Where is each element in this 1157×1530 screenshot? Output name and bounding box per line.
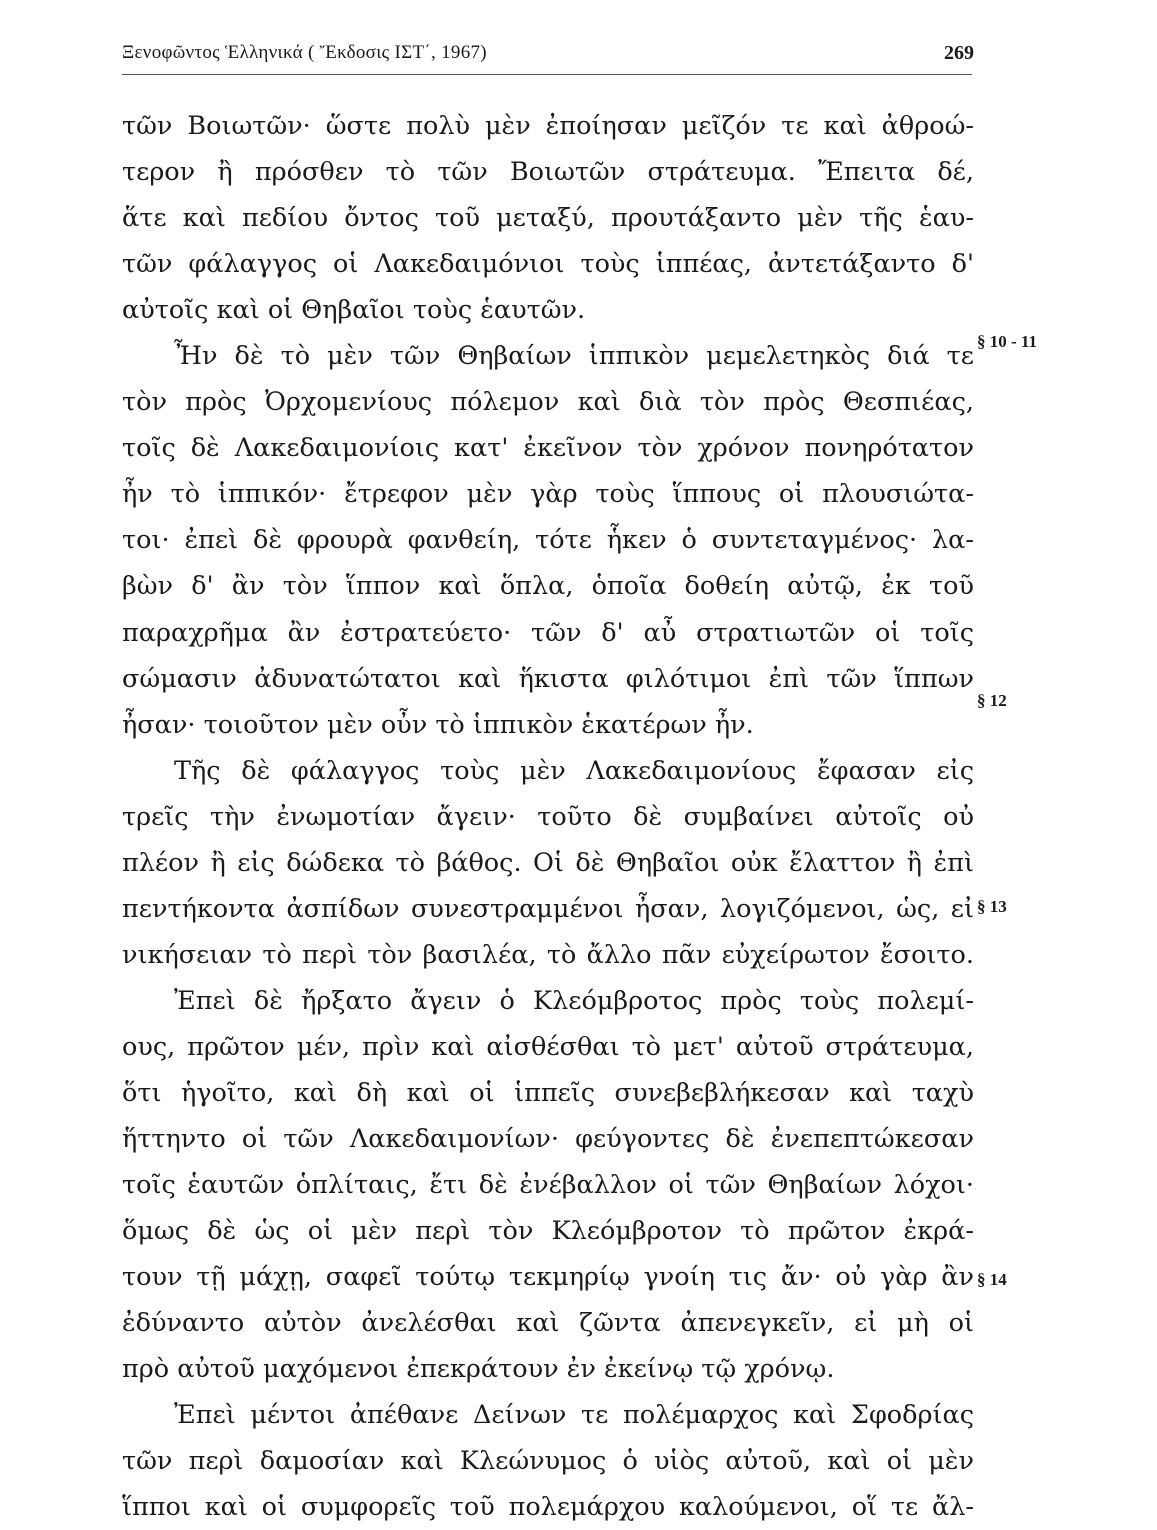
text-line: σώμασιν ἀδυνατώτατοι καὶ ἥκιστα φιλότιμοι ἐπὶ τῶν ἵππων: [122, 663, 974, 694]
text-line: τὸν πρὸς Ὀρχομενίους πόλεμον καὶ διὰ τὸν πρὸς Θεσπιέας,: [122, 387, 974, 418]
text-line: ὅτι ἡγοῖτο, καὶ δὴ καὶ οἱ ἱππεῖς συνεβεβλήκεσαν καὶ ταχὺ: [122, 1077, 974, 1108]
text-line: τῶν φάλαγγος οἱ Λακεδαιμόνιοι τοὺς ἱππέας, ἀντετάξαντο δ': [122, 249, 974, 280]
text-line: τουν τῇ μάχῃ, σαφεῖ τούτῳ τεκμηρίῳ γνοίη τις ἄν· οὐ γὰρ ἂν: [122, 1262, 974, 1293]
section-marker: § 14: [977, 1270, 1007, 1289]
text-line: πεντήκοντα ἀσπίδων συνεστραμμένοι ἦσαν, λογιζόμενοι, ὡς, εἰ: [122, 893, 974, 924]
text-line: ἐδύναντο αὐτὸν ἀνελέσθαι καὶ ζῶντα ἀπενεγκεῖν, εἰ μὴ οἱ: [122, 1308, 974, 1339]
section-marker: § 12: [977, 691, 1007, 710]
text-line: τῶν περὶ δαμοσίαν καὶ Κλεώνυμος ὁ υἱὸς αὐτοῦ, καὶ οἱ μὲν: [122, 1446, 974, 1477]
text-line: τοι· ἐπεὶ δὲ φρουρὰ φανθείη, τότε ἧκεν ὁ συντεταγμένος· λα-: [122, 525, 974, 556]
running-title: Ξενοφῶντος Ἑλληνικά ( Ἔκδοσις ΙΣΤ΄, 1967): [122, 42, 487, 63]
text-line: ἵπποι καὶ οἱ συμφορεῖς τοῦ πολεμάρχου καλούμενοι, οἵ τε ἄλ-: [122, 1492, 974, 1523]
text-line: τρεῖς τὴν ἐνωμοτίαν ἄγειν· τοῦτο δὲ συμβαίνει αὐτοῖς οὐ: [122, 801, 974, 832]
text-line: Ἦν δὲ τὸ μὲν τῶν Θηβαίων ἱππικὸν μεμελετηκὸς διά τε: [174, 341, 974, 372]
page-number: 269: [944, 42, 974, 64]
text-line: πρὸ αὐτοῦ μαχόμενοι ἐπεκράτουν ἐν ἐκείνῳ τῷ χρόνῳ.: [122, 1354, 835, 1385]
text-line: ους, πρῶτον μέν, πρὶν καὶ αἰσθέσθαι τὸ μετ' αὐτοῦ στράτευμα,: [122, 1031, 974, 1062]
text-line: ἅτε καὶ πεδίου ὄντος τοῦ μεταξύ, προυτάξαντο μὲν τῆς ἑαυ-: [122, 203, 974, 234]
page-header: [122, 40, 972, 76]
header-rule: [122, 74, 972, 75]
text-line: ἦν τὸ ἱππικόν· ἔτρεφον μὲν γὰρ τοὺς ἵππους οἱ πλουσιώτα-: [122, 479, 974, 510]
text-line: ὅμως δὲ ὡς οἱ μὲν περὶ τὸν Κλεόμβροτον τὸ πρῶτον ἐκρά-: [122, 1216, 974, 1247]
section-marker: § 13: [977, 897, 1007, 916]
text-line: πλέον ἢ εἰς δώδεκα τὸ βάθος. Οἱ δὲ Θηβαῖοι οὐκ ἔλαττον ἢ ἐπὶ: [122, 847, 974, 878]
text-line: αὐτοῖς καὶ οἱ Θηβαῖοι τοὺς ἑαυτῶν.: [122, 295, 586, 326]
text-line: τοῖς ἑαυτῶν ὁπλίταις, ἔτι δὲ ἐνέβαλλον οἱ τῶν Θηβαίων λόχοι·: [122, 1170, 974, 1201]
text-line: ἥττηντο οἱ τῶν Λακεδαιμονίων· φεύγοντες δὲ ἐνεπεπτώκεσαν: [122, 1124, 974, 1155]
text-line: τῶν Βοιωτῶν· ὥστε πολὺ μὲν ἐποίησαν μεῖζόν τε καὶ ἀθροώ-: [122, 111, 974, 141]
text-line: παραχρῆμα ἂν ἐστρατεύετο· τῶν δ' αὖ στρατιωτῶν οἱ τοῖς: [122, 617, 974, 648]
section-marker: § 10 - 11: [977, 332, 1037, 351]
text-line: βὼν δ' ἂν τὸν ἵππον καὶ ὅπλα, ὁποῖα δοθείη αὐτῷ, ἐκ τοῦ: [122, 571, 974, 602]
text-line: τοῖς δὲ Λακεδαιμονίοις κατ' ἐκεῖνον τὸν χρόνον πονηρότατον: [122, 433, 974, 464]
body-text: [122, 103, 974, 1530]
text-line: Ἐπεὶ μέντοι ἀπέθανε Δείνων τε πολέμαρχος καὶ Σφοδρίας: [174, 1400, 974, 1431]
text-line: Ἐπεὶ δὲ ἤρξατο ἄγειν ὁ Κλεόμβροτος πρὸς τοὺς πολεμί-: [174, 985, 974, 1016]
text-line: νικήσειαν τὸ περὶ τὸν βασιλέα, τὸ ἄλλο πᾶν εὐχείρωτον ἔσοιτο.: [122, 939, 974, 970]
text-line: τερον ἢ πρόσθεν τὸ τῶν Βοιωτῶν στράτευμα. Ἔπειτα δέ,: [122, 157, 974, 188]
text-line: Τῆς δὲ φάλαγγος τοὺς μὲν Λακεδαιμονίους ἔφασαν εἰς: [174, 755, 974, 786]
text-line: ἦσαν· τοιοῦτον μὲν οὖν τὸ ἱππικὸν ἑκατέρων ἦν.: [122, 709, 754, 740]
